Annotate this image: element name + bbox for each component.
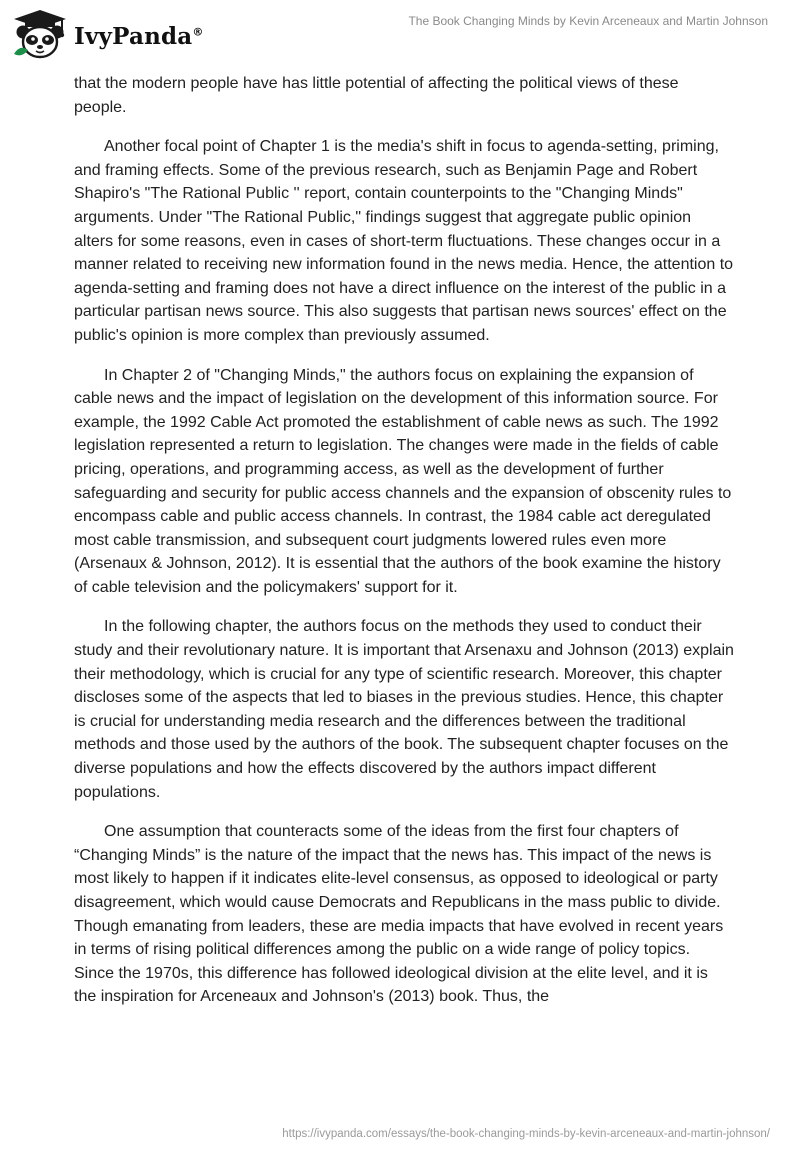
paragraph: In the following chapter, the authors focus on the methods they used to conduct their study and their revolutionary nature. It is important that Arsenaxu and Johnson (2013) explain their methodology, which is crucial for any type of scientific research. Moreover, this chapter discloses some of the aspects that led to biases in the previous studies. Hence, this chapter is crucial for understanding media research and the differences between the traditional methods and those used by the authors of the book. The subsequent chapter focuses on the diverse populations and how the effects discovered by the authors impact different populations. — [74, 618, 734, 801]
brand-name: IvyPanda® — [74, 22, 204, 50]
essay-body — [74, 72, 734, 1025]
ivypanda-logo[interactable] — [12, 8, 204, 60]
panda-graduate-icon — [12, 8, 68, 60]
page-header — [0, 0, 800, 70]
paragraph: Another focal point of Chapter 1 is the media's shift in focus to agenda-setting, priming, and framing effects. Some of the previous research, such as Benjamin Page and Robert Shapiro's "The Rational Public '' report, contain counterpoints to the "Changing Minds" arguments. Under "The Rational Public," findings suggest that aggregate public opinion alters for some reasons, even in cases of short-term fluctuations. These changes occur in a manner related to receiving new information found in the news media. Hence, the attention to agenda-setting and framing does not have a direct influence on the interest of the public in a particular partisan news source. This also suggests that partisan news sources' effect on the public's opinion is more complex than previously assumed. — [74, 138, 734, 344]
paragraph: that the modern people have has little potential of affecting the political views of these people. — [74, 75, 679, 116]
document-title: The Book Changing Minds by Kevin Arceneaux and Martin Johnson — [408, 14, 768, 28]
paragraph: One assumption that counteracts some of the ideas from the first four chapters of “Changing Minds” is the nature of the impact that the news has. This impact of the news is most likely to happen if it indicates elite-level consensus, as opposed to ideological or party disagreement, which would cause Democrats and Republicans in the mass public to divide. Though emanating from leaders, these are media impacts that have evolved in recent years in terms of rising political differences among the public on a wide range of policy topics. Since the 1970s, this difference has followed ideological division at the elite level, and it is the inspiration for Arceneaux and Johnson's (2013) book. Thus, the — [74, 823, 724, 1006]
paragraph: In Chapter 2 of "Changing Minds," the authors focus on explaining the expansion of cable news and the impact of legislation on the development of this information source. For example, the 1992 Cable Act promoted the establishment of cable news as such. The 1992 legislation represented a return to legislation. The changes were made in the fields of cable pricing, operations, and programming access, as well as the development of further safeguarding and security for public access channels and the expansion of obscenity rules to encompass cable and public access channels. In contrast, the 1984 cable act deregulated most cable transmission, and subsequent court judgments lowered rules even more (Arsenaux & Johnson, 2012). It is essential that the authors of the book examine the history of cable television and the policymakers' support for it. — [74, 366, 732, 596]
source-url[interactable]: https://ivypanda.com/essays/the-book-changing-minds-by-kevin-arceneaux-and-martin-johnson/ — [282, 1128, 770, 1140]
registered-mark: ® — [192, 24, 204, 38]
